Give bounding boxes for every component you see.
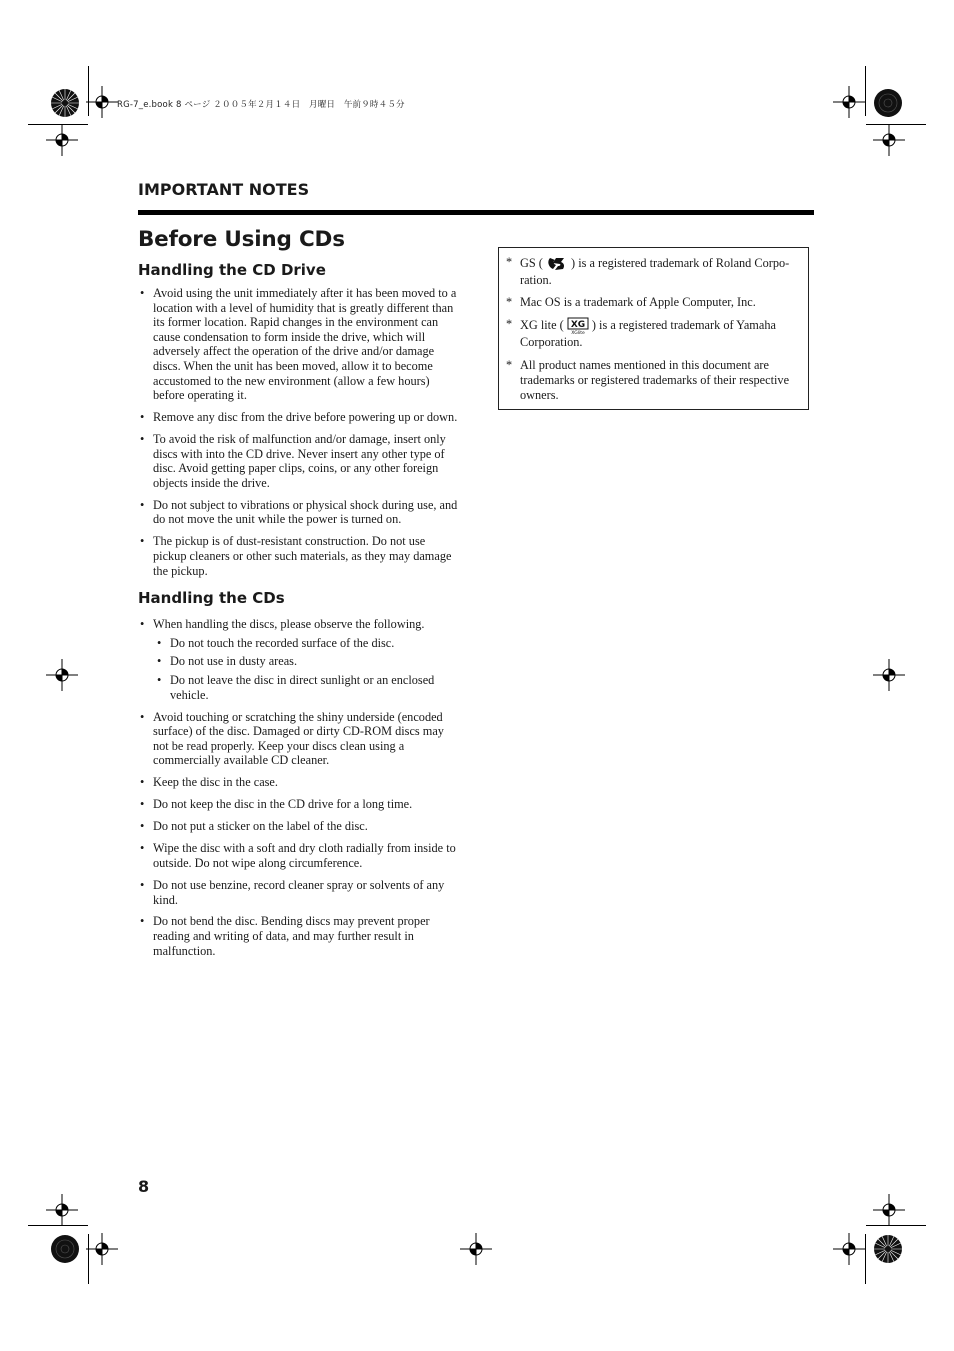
registration-mark-icon [873, 659, 905, 691]
trademark-item-gs: * GS ( ) is a registered trademark of Roland Corpo-ration. [506, 255, 790, 287]
crop-mark [865, 66, 866, 116]
sub-list-item: • Do not touch the recorded surface of the disc. [153, 636, 460, 651]
page-heading: Before Using CDs [138, 227, 345, 252]
section-title: IMPORTANT NOTES [138, 180, 310, 199]
starburst-target-icon [50, 1234, 80, 1264]
sub-list-item: • Do not use in dusty areas. [153, 654, 460, 669]
list-item: • Remove any disc from the drive before powering up or down. [138, 410, 460, 425]
gs-logo-icon [546, 255, 568, 273]
list-item: • To avoid the risk of malfunction and/or damage, insert only discs with into the CD drive. Never insert any other type of disc. Avoid getting paper clips, coins, or any other foreign objects inside the drive. [138, 432, 460, 490]
asterisk: * [506, 255, 513, 269]
list-item: • Keep the disc in the case. [138, 775, 460, 790]
list-item: • Avoid using the unit immediately after it has been moved to a location with a level of humidity that is greatly different than its former location. Rapid changes in the environment can cause condensation to form inside the drive, which will adversely affect the operation of the drive and/or damage discs. When the unit has been moved, allow it to become accustomed to the new environment (allow a few hours) before operating it. [138, 286, 460, 403]
list-item: • Do not keep the disc in the CD drive for a long time. [138, 797, 460, 812]
registration-mark-icon [46, 124, 78, 156]
cds-intro: When handling the discs, please observe the following. [153, 617, 425, 632]
asterisk: * [506, 357, 513, 372]
list-item: • Do not subject to vibrations or physical shock during use, and do not move the unit while the power is turned on. [138, 498, 460, 527]
trademark-list [499, 248, 808, 403]
sub-list-item: • Do not leave the disc in direct sunlight or an enclosed vehicle. [153, 673, 460, 702]
registration-mark-icon [873, 1194, 905, 1226]
list-item: • Do not use benzine, record cleaner spray or solvents of any kind. [138, 878, 460, 907]
list-item: • The pickup is of dust-resistant construction. Do not use pickup cleaners or other such materials, as they may damage the pickup. [138, 534, 460, 578]
trademark-box [498, 247, 809, 410]
list-item: • Avoid touching or scratching the shiny underside (encoded surface) of the disc. Damaged or dirty CD-ROM discs may not be read properly. Keep your discs clean using a commercially available CD cleaner. [138, 710, 460, 768]
cds-heading: Handling the CDs [138, 589, 285, 608]
registration-mark-icon [86, 1233, 118, 1265]
registration-mark-icon [46, 659, 78, 691]
trademark-item-all: * All product names mentioned in this document are trademarks or registered trademarks of their respective owners. [506, 357, 790, 403]
left-column [138, 260, 460, 966]
page-number: 8 [138, 1177, 150, 1196]
list-item: • Do not bend the disc. Bending discs may prevent proper reading and writing of data, and may further result in malfunction. [138, 914, 460, 958]
cds-list [138, 617, 460, 958]
svg-text:XGlite: XGlite [570, 331, 585, 336]
heading-rule [138, 210, 814, 215]
registration-mark-icon [833, 86, 865, 118]
asterisk: * [506, 295, 513, 310]
registration-mark-icon [833, 1233, 865, 1265]
cds-sub-list [153, 636, 460, 702]
list-item [138, 617, 460, 702]
registration-mark-icon [46, 1194, 78, 1226]
asterisk: * [506, 317, 513, 332]
print-slug: RG-7_e.book 8 ページ ２００５年２月１４日 月曜日 午前９時４５分 [117, 100, 405, 110]
starburst-target-icon [873, 88, 903, 118]
starburst-target-icon [873, 1234, 903, 1264]
trademark-item-macos: * Mac OS is a trademark of Apple Computer, Inc. [506, 295, 756, 310]
cd-drive-heading: Handling the CD Drive [138, 261, 326, 279]
trademark-item-xg: * XG lite ( XG XGlite ) is a registered trademark of Yamaha Corporation. [506, 317, 776, 350]
starburst-target-icon [50, 88, 80, 118]
list-item: • Wipe the disc with a soft and dry cloth radially from inside to outside. Do not wipe along circumference. [138, 841, 460, 870]
cd-drive-list [138, 286, 460, 578]
svg-text:XG: XG [570, 320, 585, 331]
crop-mark [865, 1234, 866, 1284]
xg-lite-logo-icon [567, 317, 589, 335]
list-item: • Do not put a sticker on the label of the disc. [138, 819, 460, 834]
registration-mark-icon [873, 124, 905, 156]
registration-mark-icon [86, 86, 118, 118]
registration-mark-icon [460, 1233, 492, 1265]
